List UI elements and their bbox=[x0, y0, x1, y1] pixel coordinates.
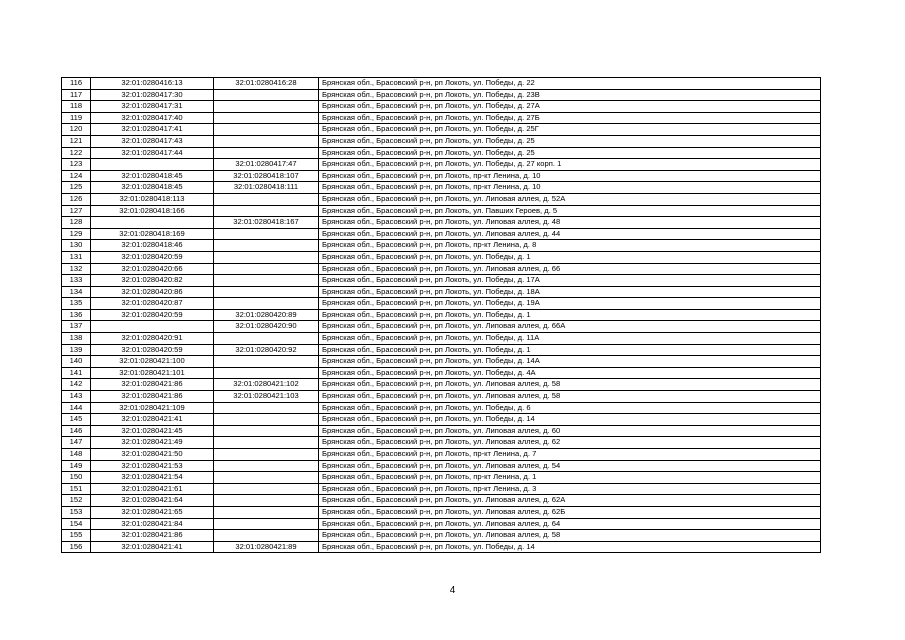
address-cell: Брянская обл., Брасовский р-н, рп Локоть, пр-кт Ленина, д. 7 bbox=[319, 449, 821, 461]
table-row bbox=[62, 518, 821, 530]
cadastral-number-cell: 32:01:0280421:64 bbox=[91, 495, 214, 507]
table-row bbox=[62, 124, 821, 136]
cadastral-number-cell: 32:01:0280421:84 bbox=[91, 518, 214, 530]
object-cadastral-number-cell bbox=[214, 402, 319, 414]
row-number-cell: 119 bbox=[62, 112, 91, 124]
table-row bbox=[62, 321, 821, 333]
object-cadastral-number-cell bbox=[214, 205, 319, 217]
table-row bbox=[62, 506, 821, 518]
table-row bbox=[62, 78, 821, 90]
row-number-cell: 139 bbox=[62, 344, 91, 356]
address-cell: Брянская обл., Брасовский р-н, рп Локоть, ул. Победы, д. 27 корп. 1 bbox=[319, 159, 821, 171]
object-cadastral-number-cell: 32:01:0280421:103 bbox=[214, 391, 319, 403]
cadastral-number-cell: 32:01:0280421:100 bbox=[91, 356, 214, 368]
address-cell: Брянская обл., Брасовский р-н, рп Локоть, ул. Победы, д. 18А bbox=[319, 286, 821, 298]
address-cell: Брянская обл., Брасовский р-н, рп Локоть, ул. Победы, д. 19А bbox=[319, 298, 821, 310]
row-number-cell: 155 bbox=[62, 530, 91, 542]
cadastral-number-cell: 32:01:0280421:86 bbox=[91, 530, 214, 542]
cadastral-number-cell: 32:01:0280417:31 bbox=[91, 101, 214, 113]
address-cell: Брянская обл., Брасовский р-н, рп Локоть, ул. Победы, д. 27Б bbox=[319, 112, 821, 124]
object-cadastral-number-cell bbox=[214, 518, 319, 530]
object-cadastral-number-cell bbox=[214, 495, 319, 507]
address-cell: Брянская обл., Брасовский р-н, рп Локоть, ул. Липовая аллея, д. 54 bbox=[319, 460, 821, 472]
cadastral-number-cell: 32:01:0280416:13 bbox=[91, 78, 214, 90]
row-number-cell: 133 bbox=[62, 275, 91, 287]
address-cell: Брянская обл., Брасовский р-н, рп Локоть, ул. Липовая аллея, д. 66А bbox=[319, 321, 821, 333]
address-cell: Брянская обл., Брасовский р-н, рп Локоть, ул. Победы, д. 14 bbox=[319, 541, 821, 553]
object-cadastral-number-cell bbox=[214, 333, 319, 345]
table-row bbox=[62, 182, 821, 194]
object-cadastral-number-cell bbox=[214, 414, 319, 426]
table-row bbox=[62, 391, 821, 403]
object-cadastral-number-cell bbox=[214, 251, 319, 263]
address-cell: Брянская обл., Брасовский р-н, рп Локоть, пр-кт Ленина, д. 1 bbox=[319, 472, 821, 484]
object-cadastral-number-cell bbox=[214, 472, 319, 484]
row-number-cell: 122 bbox=[62, 147, 91, 159]
address-cell: Брянская обл., Брасовский р-н, рп Локоть, ул. Победы, д. 1 bbox=[319, 344, 821, 356]
address-cell: Брянская обл., Брасовский р-н, рп Локоть, пр-кт Ленина, д. 10 bbox=[319, 170, 821, 182]
table-row bbox=[62, 472, 821, 484]
address-cell: Брянская обл., Брасовский р-н, рп Локоть, ул. Победы, д. 25 bbox=[319, 135, 821, 147]
row-number-cell: 134 bbox=[62, 286, 91, 298]
address-cell: Брянская обл., Брасовский р-н, рп Локоть, ул. Победы, д. 25Г bbox=[319, 124, 821, 136]
address-cell: Брянская обл., Брасовский р-н, рп Локоть, ул. Победы, д. 23В bbox=[319, 89, 821, 101]
row-number-cell: 144 bbox=[62, 402, 91, 414]
row-number-cell: 147 bbox=[62, 437, 91, 449]
cadastral-number-cell: 32:01:0280418:166 bbox=[91, 205, 214, 217]
table-row bbox=[62, 240, 821, 252]
address-cell: Брянская обл., Брасовский р-н, рп Локоть, ул. Победы, д. 11А bbox=[319, 333, 821, 345]
row-number-cell: 142 bbox=[62, 379, 91, 391]
row-number-cell: 148 bbox=[62, 449, 91, 461]
row-number-cell: 151 bbox=[62, 483, 91, 495]
table-row bbox=[62, 356, 821, 368]
row-number-cell: 138 bbox=[62, 333, 91, 345]
address-cell: Брянская обл., Брасовский р-н, рп Локоть, ул. Победы, д. 1 bbox=[319, 309, 821, 321]
table-row bbox=[62, 460, 821, 472]
object-cadastral-number-cell: 32:01:0280420:89 bbox=[214, 309, 319, 321]
cadastral-number-cell: 32:01:0280420:87 bbox=[91, 298, 214, 310]
object-cadastral-number-cell bbox=[214, 263, 319, 275]
cadastral-number-cell bbox=[91, 217, 214, 229]
cadastral-number-cell: 32:01:0280421:86 bbox=[91, 391, 214, 403]
object-cadastral-number-cell: 32:01:0280418:107 bbox=[214, 170, 319, 182]
row-number-cell: 140 bbox=[62, 356, 91, 368]
address-cell: Брянская обл., Брасовский р-н, рп Локоть, ул. Победы, д. 14А bbox=[319, 356, 821, 368]
object-cadastral-number-cell bbox=[214, 460, 319, 472]
row-number-cell: 135 bbox=[62, 298, 91, 310]
row-number-cell: 150 bbox=[62, 472, 91, 484]
address-cell: Брянская обл., Брасовский р-н, рп Локоть, ул. Победы, д. 22 bbox=[319, 78, 821, 90]
registry-table bbox=[61, 77, 821, 553]
table-row bbox=[62, 437, 821, 449]
table-row bbox=[62, 333, 821, 345]
table-row bbox=[62, 344, 821, 356]
row-number-cell: 132 bbox=[62, 263, 91, 275]
row-number-cell: 137 bbox=[62, 321, 91, 333]
object-cadastral-number-cell: 32:01:0280420:92 bbox=[214, 344, 319, 356]
row-number-cell: 123 bbox=[62, 159, 91, 171]
address-cell: Брянская обл., Брасовский р-н, рп Локоть, пр-кт Ленина, д. 8 bbox=[319, 240, 821, 252]
address-cell: Брянская обл., Брасовский р-н, рп Локоть, ул. Победы, д. 27А bbox=[319, 101, 821, 113]
object-cadastral-number-cell bbox=[214, 483, 319, 495]
table-row bbox=[62, 112, 821, 124]
row-number-cell: 146 bbox=[62, 425, 91, 437]
table-row bbox=[62, 379, 821, 391]
row-number-cell: 141 bbox=[62, 367, 91, 379]
object-cadastral-number-cell bbox=[214, 240, 319, 252]
cadastral-number-cell: 32:01:0280421:54 bbox=[91, 472, 214, 484]
object-cadastral-number-cell bbox=[214, 298, 319, 310]
object-cadastral-number-cell bbox=[214, 356, 319, 368]
cadastral-number-cell: 32:01:0280421:45 bbox=[91, 425, 214, 437]
address-cell: Брянская обл., Брасовский р-н, рп Локоть, ул. Липовая аллея, д. 58 bbox=[319, 530, 821, 542]
table-row bbox=[62, 251, 821, 263]
table-row bbox=[62, 170, 821, 182]
table-row bbox=[62, 530, 821, 542]
row-number-cell: 153 bbox=[62, 506, 91, 518]
object-cadastral-number-cell: 32:01:0280421:89 bbox=[214, 541, 319, 553]
table-row bbox=[62, 286, 821, 298]
address-cell: Брянская обл., Брасовский р-н, рп Локоть, ул. Липовая аллея, д. 62А bbox=[319, 495, 821, 507]
table-body bbox=[62, 78, 821, 553]
cadastral-number-cell: 32:01:0280418:113 bbox=[91, 193, 214, 205]
object-cadastral-number-cell: 32:01:0280420:90 bbox=[214, 321, 319, 333]
row-number-cell: 136 bbox=[62, 309, 91, 321]
object-cadastral-number-cell bbox=[214, 530, 319, 542]
cadastral-number-cell: 32:01:0280418:45 bbox=[91, 182, 214, 194]
row-number-cell: 124 bbox=[62, 170, 91, 182]
cadastral-number-cell: 32:01:0280420:66 bbox=[91, 263, 214, 275]
table-row bbox=[62, 89, 821, 101]
cadastral-number-cell: 32:01:0280417:41 bbox=[91, 124, 214, 136]
address-cell: Брянская обл., Брасовский р-н, рп Локоть, ул. Победы, д. 14 bbox=[319, 414, 821, 426]
table-row bbox=[62, 298, 821, 310]
cadastral-number-cell: 32:01:0280418:45 bbox=[91, 170, 214, 182]
object-cadastral-number-cell bbox=[214, 124, 319, 136]
table-row bbox=[62, 495, 821, 507]
object-cadastral-number-cell bbox=[214, 89, 319, 101]
row-number-cell: 120 bbox=[62, 124, 91, 136]
object-cadastral-number-cell: 32:01:0280418:111 bbox=[214, 182, 319, 194]
row-number-cell: 149 bbox=[62, 460, 91, 472]
table-row bbox=[62, 275, 821, 287]
cadastral-number-cell: 32:01:0280421:41 bbox=[91, 414, 214, 426]
row-number-cell: 154 bbox=[62, 518, 91, 530]
row-number-cell: 156 bbox=[62, 541, 91, 553]
cadastral-number-cell: 32:01:0280420:59 bbox=[91, 309, 214, 321]
object-cadastral-number-cell: 32:01:0280417:47 bbox=[214, 159, 319, 171]
object-cadastral-number-cell bbox=[214, 286, 319, 298]
address-cell: Брянская обл., Брасовский р-н, рп Локоть, пр-кт Ленина, д. 3 bbox=[319, 483, 821, 495]
table-row bbox=[62, 367, 821, 379]
table-row bbox=[62, 263, 821, 275]
cadastral-number-cell bbox=[91, 321, 214, 333]
table-row bbox=[62, 193, 821, 205]
cadastral-number-cell: 32:01:0280421:50 bbox=[91, 449, 214, 461]
address-cell: Брянская обл., Брасовский р-н, рп Локоть, ул. Победы, д. 1 bbox=[319, 251, 821, 263]
cadastral-number-cell: 32:01:0280421:41 bbox=[91, 541, 214, 553]
address-cell: Брянская обл., Брасовский р-н, рп Локоть, ул. Победы, д. 25 bbox=[319, 147, 821, 159]
address-cell: Брянская обл., Брасовский р-н, рп Локоть, ул. Липовая аллея, д. 66 bbox=[319, 263, 821, 275]
table-row bbox=[62, 101, 821, 113]
cadastral-number-cell: 32:01:0280420:86 bbox=[91, 286, 214, 298]
address-cell: Брянская обл., Брасовский р-н, рп Локоть, ул. Павших Героев, д. 5 bbox=[319, 205, 821, 217]
address-cell: Брянская обл., Брасовский р-н, рп Локоть, ул. Победы, д. 6 bbox=[319, 402, 821, 414]
cadastral-number-cell: 32:01:0280421:61 bbox=[91, 483, 214, 495]
cadastral-number-cell: 32:01:0280417:40 bbox=[91, 112, 214, 124]
row-number-cell: 121 bbox=[62, 135, 91, 147]
table-row bbox=[62, 147, 821, 159]
object-cadastral-number-cell: 32:01:0280421:102 bbox=[214, 379, 319, 391]
row-number-cell: 143 bbox=[62, 391, 91, 403]
cadastral-number-cell: 32:01:0280417:44 bbox=[91, 147, 214, 159]
cadastral-number-cell bbox=[91, 159, 214, 171]
address-cell: Брянская обл., Брасовский р-н, рп Локоть, ул. Липовая аллея, д. 60 bbox=[319, 425, 821, 437]
cadastral-number-cell: 32:01:0280421:49 bbox=[91, 437, 214, 449]
address-cell: Брянская обл., Брасовский р-н, рп Локоть, ул. Липовая аллея, д. 44 bbox=[319, 228, 821, 240]
cadastral-number-cell: 32:01:0280421:53 bbox=[91, 460, 214, 472]
row-number-cell: 131 bbox=[62, 251, 91, 263]
address-cell: Брянская обл., Брасовский р-н, рп Локоть, ул. Липовая аллея, д. 62 bbox=[319, 437, 821, 449]
address-cell: Брянская обл., Брасовский р-н, рп Локоть, ул. Победы, д. 4А bbox=[319, 367, 821, 379]
object-cadastral-number-cell bbox=[214, 193, 319, 205]
object-cadastral-number-cell: 32:01:0280416:28 bbox=[214, 78, 319, 90]
object-cadastral-number-cell bbox=[214, 506, 319, 518]
cadastral-number-cell: 32:01:0280417:43 bbox=[91, 135, 214, 147]
object-cadastral-number-cell bbox=[214, 449, 319, 461]
table-row bbox=[62, 205, 821, 217]
object-cadastral-number-cell bbox=[214, 437, 319, 449]
cadastral-number-cell: 32:01:0280420:82 bbox=[91, 275, 214, 287]
object-cadastral-number-cell: 32:01:0280418:167 bbox=[214, 217, 319, 229]
cadastral-number-cell: 32:01:0280418:46 bbox=[91, 240, 214, 252]
object-cadastral-number-cell bbox=[214, 425, 319, 437]
object-cadastral-number-cell bbox=[214, 112, 319, 124]
address-cell: Брянская обл., Брасовский р-н, рп Локоть, ул. Победы, д. 17А bbox=[319, 275, 821, 287]
table-row bbox=[62, 541, 821, 553]
object-cadastral-number-cell bbox=[214, 275, 319, 287]
table-row bbox=[62, 425, 821, 437]
cadastral-number-cell: 32:01:0280421:65 bbox=[91, 506, 214, 518]
cadastral-number-cell: 32:01:0280421:109 bbox=[91, 402, 214, 414]
cadastral-number-cell: 32:01:0280420:59 bbox=[91, 344, 214, 356]
cadastral-number-cell: 32:01:0280417:30 bbox=[91, 89, 214, 101]
address-cell: Брянская обл., Брасовский р-н, рп Локоть, ул. Липовая аллея, д. 58 bbox=[319, 379, 821, 391]
table-row bbox=[62, 483, 821, 495]
object-cadastral-number-cell bbox=[214, 135, 319, 147]
row-number-cell: 126 bbox=[62, 193, 91, 205]
row-number-cell: 117 bbox=[62, 89, 91, 101]
table-row bbox=[62, 402, 821, 414]
object-cadastral-number-cell bbox=[214, 101, 319, 113]
row-number-cell: 127 bbox=[62, 205, 91, 217]
object-cadastral-number-cell bbox=[214, 228, 319, 240]
cadastral-number-cell: 32:01:0280418:169 bbox=[91, 228, 214, 240]
row-number-cell: 118 bbox=[62, 101, 91, 113]
row-number-cell: 145 bbox=[62, 414, 91, 426]
row-number-cell: 152 bbox=[62, 495, 91, 507]
table-row bbox=[62, 217, 821, 229]
table-row bbox=[62, 228, 821, 240]
address-cell: Брянская обл., Брасовский р-н, рп Локоть, ул. Липовая аллея, д. 62Б bbox=[319, 506, 821, 518]
cadastral-number-cell: 32:01:0280420:59 bbox=[91, 251, 214, 263]
address-cell: Брянская обл., Брасовский р-н, рп Локоть, пр-кт Ленина, д. 10 bbox=[319, 182, 821, 194]
row-number-cell: 116 bbox=[62, 78, 91, 90]
table-row bbox=[62, 135, 821, 147]
address-cell: Брянская обл., Брасовский р-н, рп Локоть, ул. Липовая аллея, д. 52А bbox=[319, 193, 821, 205]
object-cadastral-number-cell bbox=[214, 367, 319, 379]
table-row bbox=[62, 159, 821, 171]
row-number-cell: 130 bbox=[62, 240, 91, 252]
table-row bbox=[62, 309, 821, 321]
address-cell: Брянская обл., Брасовский р-н, рп Локоть, ул. Липовая аллея, д. 58 bbox=[319, 391, 821, 403]
cadastral-number-cell: 32:01:0280420:91 bbox=[91, 333, 214, 345]
table-row bbox=[62, 449, 821, 461]
table-row bbox=[62, 414, 821, 426]
page-number: 4 bbox=[449, 585, 456, 596]
object-cadastral-number-cell bbox=[214, 147, 319, 159]
address-cell: Брянская обл., Брасовский р-н, рп Локоть, ул. Липовая аллея, д. 48 bbox=[319, 217, 821, 229]
row-number-cell: 125 bbox=[62, 182, 91, 194]
address-cell: Брянская обл., Брасовский р-н, рп Локоть, ул. Липовая аллея, д. 64 bbox=[319, 518, 821, 530]
row-number-cell: 128 bbox=[62, 217, 91, 229]
cadastral-number-cell: 32:01:0280421:101 bbox=[91, 367, 214, 379]
cadastral-number-cell: 32:01:0280421:86 bbox=[91, 379, 214, 391]
row-number-cell: 129 bbox=[62, 228, 91, 240]
